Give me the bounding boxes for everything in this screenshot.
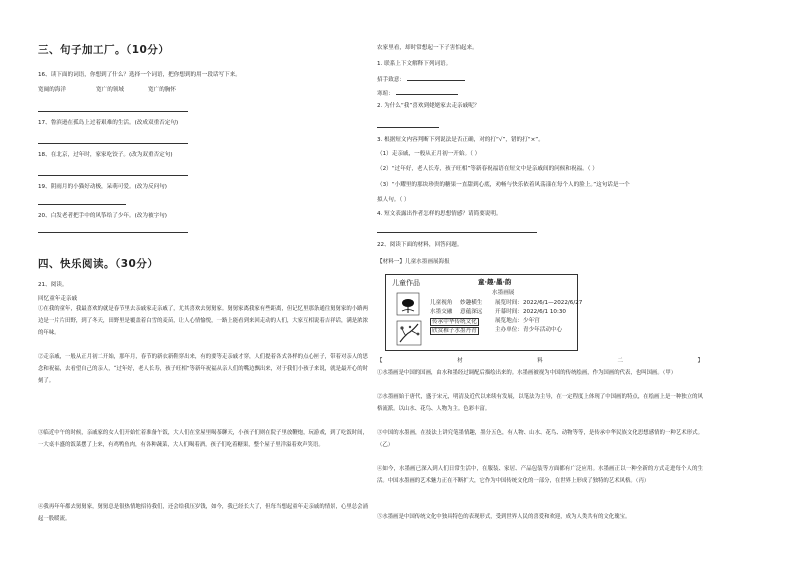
q3-prompt: 3. 根据短文内容判断下列说法是否正确，对的打“√”，错的打“×”。: [377, 137, 544, 143]
material2-paragraph-4: ④如今，水墨画已深入到人们日常生活中，在服装、家居、产品包装等方面都有广泛应用。水墨画正以一种全新的方式走进每个人的生活。中国水墨画的艺术魅力正在不断扩大，它作为中国传统文化的一部分，在世界上形成了独特的艺术风格。（丙）: [377, 466, 703, 484]
q2-prompt: 2. 为什么“我”喜欢到姥姥家去走亲戚呢？: [377, 103, 480, 109]
poster-main-title: 童·趣·墨·韵: [478, 278, 512, 286]
poster-tag-1: 儿童视角: [430, 300, 453, 306]
section4-title: 四、快乐阅读。（30分）: [38, 258, 159, 270]
q3-item-4: 拟人句。（ ）: [377, 197, 410, 203]
poster-info-1: 展览时间：2022/6/1—2022/6/27: [495, 300, 583, 306]
material2-paragraph-5: ⑤水墨画是中国传统文化中独具特色的表现形式，受到世界人民的喜爱和欢迎，成为人类共有的文化瑰宝。: [377, 514, 631, 520]
poster-sub-title: 水墨画展: [492, 290, 515, 296]
article-paragraph-1: ①在我的童年，我最喜欢的就是春节里去亲戚家走亲戚了，尤其喜欢去舅舅家。舅舅家离我家有些距离，但记忆里那条通往舅舅家的小路两边是一片片田野，到了冬天，田野里是覆盖着白雪的麦苗，让人心情愉悦，一路上能看到来回走动的人们，大家互相说着吉祥话，满是浓浓的年味。: [38, 306, 368, 336]
q3-item-3: （3）“小耀里的那块珍贵的糖果一直甜到心底，劝畅与快乐依着风荡漾在每个人的脸上。”这句话是一个: [377, 182, 630, 188]
poster-tag-4: 意蕴深远: [460, 309, 483, 315]
poster-info-4: 主办单位：青少年活动中心: [495, 327, 563, 333]
q21-prompt: 21、阅读。: [38, 282, 68, 288]
q1-prompt: 1. 联系上下文解释下列词语。: [377, 61, 452, 67]
article-paragraph-2: ②走亲戚，一般从正月初二开始，那年月，春节的新衣新鞋穿出来，有的要等走亲戚才穿，人们提着各式各样的点心匣子，带着对亲人的思念和祝福，去看望自己的亲人，“过年好，老人长寿，孩子旺相”等新年祝福从亲人们的嘴边飘出来，对于我们小孩子来说，就是最开心的时刻了。: [38, 354, 368, 384]
poster-tag-2: 妙趣横生: [460, 300, 483, 306]
article-paragraph-4: ④我再年年都去舅舅家，舅舅总是很热情地招待我们，还会给我压岁钱，如今，我已经长大了，但每当想起童年走亲戚的情景，心里总会涌起一股暖流。: [38, 504, 368, 522]
answer-line[interactable]: [38, 175, 188, 176]
q1-item-2: 寒暄：: [377, 89, 458, 98]
answer-line[interactable]: [377, 127, 439, 128]
q19-prompt: 19、阴雨月的小猫好动极，呆萌可爱。(改为反问句): [38, 184, 167, 190]
q17-prompt: 17、鲁滨逊在孤岛上过着艰难的生活。(改成双重否定句): [38, 120, 179, 126]
article-paragraph-3: ③临近中午的时候，亲戚家的女人们开始忙着准备午饭，大人们在堂屋里喝茶聊天，小孩子们则在院子里放鞭炮，玩游戏，到了吃饭时间，一大桌丰盛的饭菜摆了上来，有鸡鸭鱼肉，有各种蔬菜，大人们喝着酒，孩子们吃着糖果，整个屋子里洋溢着欢声笑语。: [38, 430, 368, 448]
left-column: [38, 0, 373, 562]
poster-tag-3: 水墨交融: [430, 309, 453, 315]
q18-prompt: 18、在北京，过年时，家家吃饺子。(改为双重否定句): [38, 152, 173, 158]
answer-line[interactable]: [38, 232, 188, 233]
q16-option-1: 宽阔的海洋: [38, 87, 66, 93]
q16-prompt: 16、读下面的词语，你想到了什么？选择一个词语，把你想到的用一段话写下来。: [38, 72, 241, 78]
material2-paragraph-2: ②水墨画始于唐代，盛于宋元，明清及近代以来续有发展，以笔法为主导，在一定程度上体现了中国画的特点，在绘画上是一种独立的风格流派。以山水、花鸟、人物为主。色彩丰富。: [377, 394, 703, 412]
q3-item-2: （2）“过年好，老人长寿，孩子旺相”等新春祝福语在短文中是亲戚间的问候和祝福。（ ）: [377, 166, 598, 172]
poster-left-title: 儿童作品: [392, 279, 420, 287]
poster-info-2: 开幕时间：2022/6/1 10:30: [495, 309, 566, 315]
q4-prompt: 4. 短文表露出作者怎样的思想情感？请简要说明。: [377, 211, 502, 217]
material1-label: 【材料一】儿童水墨画展海报: [377, 259, 450, 265]
q16-option-2: 宽广的领域: [96, 87, 124, 93]
answer-line[interactable]: [377, 232, 537, 233]
answer-line[interactable]: [38, 204, 126, 205]
material2-paragraph-1: 【材料二】①水墨画是中国的国画，由水和墨经过调配后描绘出来的。水墨画被视为中国的传统绘画，作为国画的代表，也叫国画。（甲）: [377, 358, 703, 376]
poster-box-1: 传承中华传统文化: [432, 319, 477, 325]
poster-info-3: 展览地点：少年宫: [495, 318, 540, 324]
q1-item-1: 招手致意：: [377, 75, 465, 84]
answer-line[interactable]: [38, 143, 188, 144]
plum-blossom-illustration-icon: [396, 320, 422, 346]
poster-box-2: 欣赏稚子水墨丹青: [432, 328, 477, 334]
article-title: 回忆童年走亲戚: [38, 296, 78, 302]
q16-option-3: 宽广的胸怀: [148, 87, 176, 93]
q3-item-1: （1）走亲戚，一般从正月初一开始。（ ）: [377, 151, 481, 157]
lotus-illustration-icon: [396, 292, 420, 316]
q20-prompt: 20、白发老者把手中的风筝给了少年。(改为被字句): [38, 213, 167, 219]
material2-paragraph-3: ③中国的水墨画，在技法上讲究笔墨情趣，墨分五色，有人物、山水、花鸟、动物等等，是传承中华民族文化思想感情的一种艺术形式。（乙）: [377, 430, 703, 448]
section3-title: 三、句子加工厂。（10分）: [38, 44, 170, 56]
continued-text: 农家里看，却时常想起一下子害怕起来。: [377, 45, 478, 51]
q22-prompt: 22、阅读下面的材料，回答问题。: [377, 242, 463, 248]
answer-line[interactable]: [38, 111, 188, 112]
exhibition-poster: [385, 274, 583, 351]
